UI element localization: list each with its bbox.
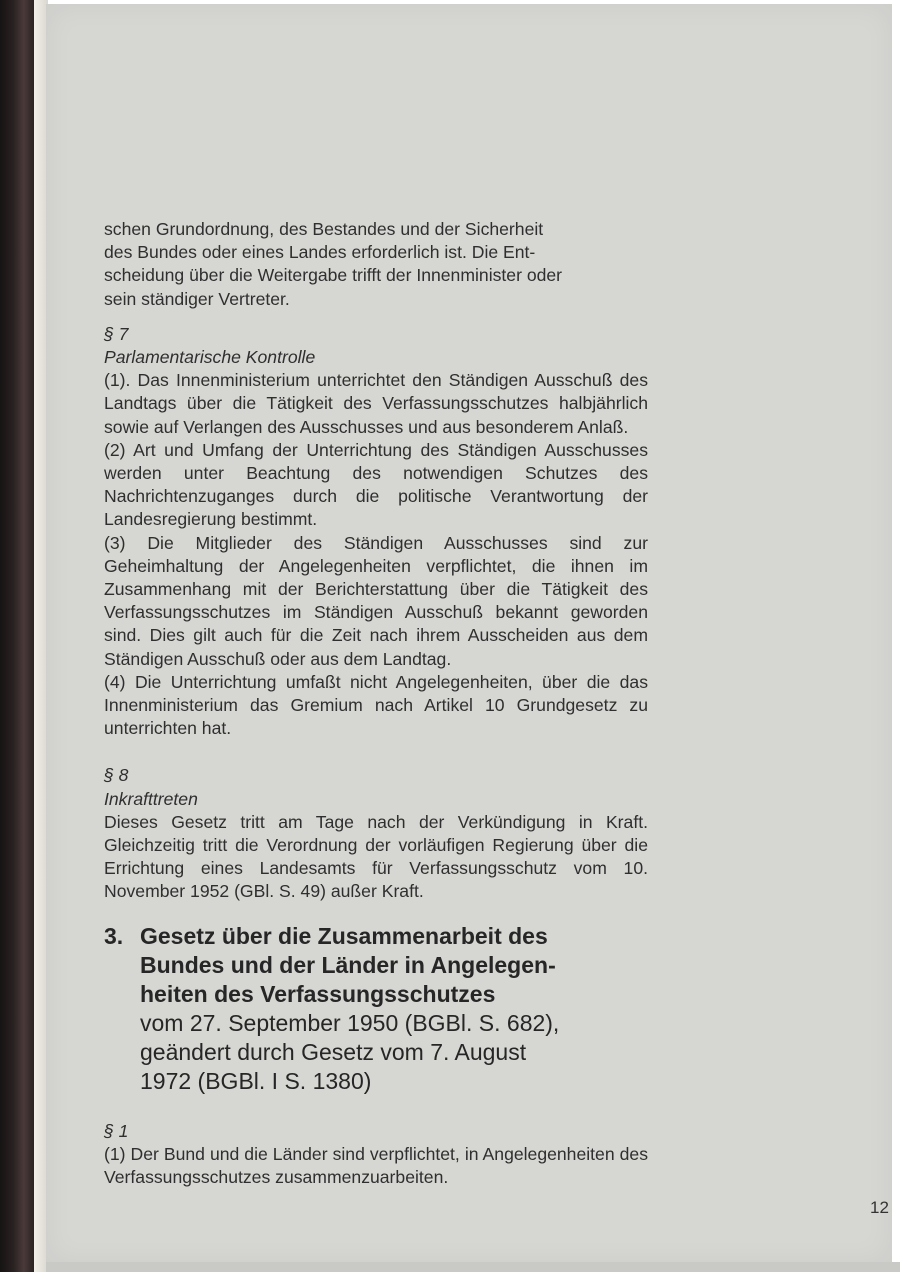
section-3-heading — [104, 922, 648, 1096]
section-7-paragraph-1: (1). Das Innenministerium unterrichtet den Ständigen Ausschuß des Landtags über die Tätigkeit des Verfassungsschutzes halbjährlich sowie auf Verlangen des Ausschusses und aus besonderem Anlaß. — [104, 370, 648, 437]
section-8-title: Inkrafttreten — [104, 788, 198, 809]
subtitle-line: vom 27. September 1950 (BGBl. S. 682), — [140, 1009, 560, 1036]
title-line: Bundes und der Länder in Angelegen- — [140, 951, 556, 978]
intro-paragraph — [104, 218, 648, 311]
title-line: heiten des Verfassungsschutzes — [140, 980, 496, 1007]
page-bottom-edge — [46, 1262, 900, 1272]
intro-line: schen Grundordnung, des Bestandes und der Sicherheit — [104, 219, 544, 239]
section-7-title: Parlamentarische Kontrolle — [104, 347, 316, 368]
title-line: Gesetz über die Zusammenarbeit des — [140, 922, 548, 949]
section-7-symbol: § 7 — [104, 323, 129, 344]
page-number: 12 — [870, 1198, 889, 1217]
section-3-number: 3. — [104, 922, 124, 949]
subtitle-line: geändert durch Gesetz vom 7. August — [140, 1038, 527, 1065]
intro-line: sein ständiger Vertreter. — [104, 288, 290, 309]
section-7-paragraph-4: (4) Die Unterrichtung umfaßt nicht Angelegenheiten, über die das Innenministerium das Gremium nach Artikel 10 Grundgesetz zu unterrichten hat. — [104, 671, 648, 739]
section-8-paragraph: Dieses Gesetz tritt am Tage nach der Verkündigung in Kraft. Gleichzeitig tritt die Verordnung der vorläufigen Regierung über die Errichtung eines Landesamts für Verfassungsschutz vom 10. November 1952 (GBl. S. 49) außer Kraft. — [104, 811, 648, 902]
section-3-title — [140, 922, 648, 1009]
intro-line: des Bundes oder eines Landes erforderlich ist. Die Ent- — [104, 242, 536, 263]
section-1-paragraph: (1) Der Bund und die Länder sind verpflichtet, in Angelegenheiten des Verfassungsschutzes zusammenzuarbeiten. — [104, 1143, 648, 1188]
section-8-symbol: § 8 — [104, 765, 129, 786]
book-spine-shadow — [0, 0, 34, 1272]
section-7-paragraph-3: (3) Die Mitglieder des Ständigen Ausschusses sind zur Geheimhaltung der Angelegenheiten verpflichtet, die ihnen im Zusammenhang mit der Berichterstattung über die Tätigkeit des Verfassungsschutzes im Ständigen Ausschuß bekannt geworden sind. Dies gilt auch für die Zeit nach ihrem Ausscheiden aus dem Ständigen Ausschuß oder aus dem Landtag. — [104, 532, 648, 669]
intro-line: scheidung über die Weitergabe trifft der Innenminister oder — [104, 265, 563, 286]
document-body — [104, 218, 648, 1189]
section-7-paragraph-2: (2) Art und Umfang der Unterrichtung des Ständigen Ausschusses werden unter Beachtung des notwendigen Schutzes des Nachrichtenzuganges durch die politische Verantwortung der Landesregierung bestimmt. — [104, 439, 648, 530]
section-3-subtitle — [140, 1009, 648, 1096]
section-1-symbol: § 1 — [104, 1120, 129, 1141]
subtitle-line: 1972 (BGBl. I S. 1380) — [140, 1067, 372, 1094]
